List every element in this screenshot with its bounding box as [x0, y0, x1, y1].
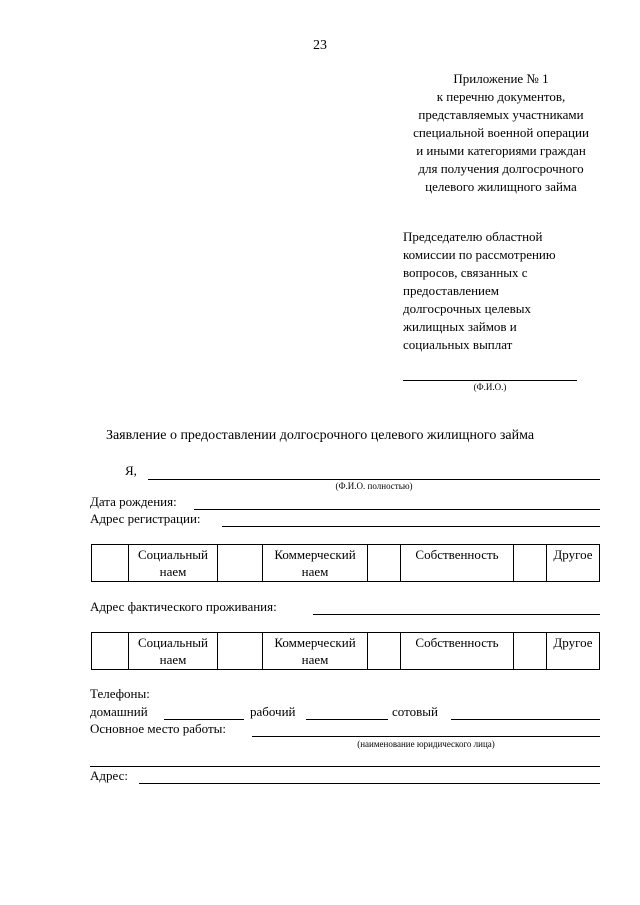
- registration-address-label: Адрес регистрации:: [90, 511, 201, 526]
- option-commercial-rent: [263, 633, 368, 670]
- checkbox-social-rent[interactable]: [92, 633, 129, 670]
- option-text: Социальный: [137, 547, 209, 562]
- option-text: наем: [159, 652, 187, 667]
- actual-address-label: Адрес фактического проживания:: [90, 599, 277, 614]
- birth-date-label: Дата рождения:: [90, 494, 177, 509]
- appendix-line: специальной военной операции: [413, 125, 589, 140]
- checkbox-social-rent[interactable]: [92, 545, 129, 582]
- checkbox-ownership[interactable]: [368, 545, 401, 582]
- job-label: Основное место работы:: [90, 721, 226, 736]
- full-name-caption: (Ф.И.О. полностью): [335, 481, 413, 491]
- job-field-continuation[interactable]: [90, 766, 600, 767]
- checkbox-commercial-rent[interactable]: [218, 545, 263, 582]
- appendix-line: для получения долгосрочного: [418, 161, 584, 176]
- option-text: Собственность: [415, 635, 499, 650]
- appendix-line: целевого жилищного займа: [425, 179, 577, 194]
- actual-address-field[interactable]: [313, 614, 600, 615]
- home-phone-label: домашний: [90, 704, 148, 719]
- addressee-line: Председателю областной: [403, 229, 543, 244]
- option-text: Коммерческий: [274, 547, 356, 562]
- option-text: Другое: [553, 547, 593, 562]
- work-phone-label: рабочий: [250, 704, 296, 719]
- checkbox-other[interactable]: [514, 633, 547, 670]
- addressee-block: [403, 228, 603, 354]
- option-social-rent: [129, 545, 218, 582]
- addressee-line: долгосрочных целевых: [403, 301, 532, 316]
- mobile-phone-label: сотовый: [392, 704, 438, 719]
- addressee-line: жилищных займов и: [403, 319, 517, 334]
- appendix-header: [383, 70, 619, 196]
- addressee-fio-field[interactable]: [403, 380, 577, 381]
- appendix-line: к перечню документов,: [436, 89, 566, 104]
- address-label: Адрес:: [90, 768, 128, 783]
- option-text: Другое: [553, 635, 593, 650]
- option-ownership: [401, 633, 514, 670]
- addressee-fio-caption: (Ф.И.О.): [473, 382, 507, 392]
- option-text: наем: [301, 652, 329, 667]
- option-social-rent: [129, 633, 218, 670]
- registration-address-field[interactable]: [222, 526, 600, 527]
- option-text: наем: [301, 564, 329, 579]
- document-title: Заявление о предоставлении долгосрочного целевого жилищного займа: [105, 428, 535, 443]
- option-other: [547, 633, 600, 670]
- page-number: 23: [313, 38, 327, 53]
- appendix-line: и иными категориями граждан: [416, 143, 586, 158]
- full-name-field[interactable]: [148, 479, 600, 480]
- home-phone-field[interactable]: [164, 719, 244, 720]
- addressee-line: социальных выплат: [403, 337, 513, 352]
- option-text: Собственность: [415, 547, 499, 562]
- appendix-line: Приложение № 1: [453, 71, 549, 86]
- job-address-field[interactable]: [139, 783, 600, 784]
- addressee-line: комиссии по рассмотрению: [403, 247, 556, 262]
- work-phone-field[interactable]: [306, 719, 388, 720]
- addressee-line: предоставлением: [403, 283, 500, 298]
- option-text: Коммерческий: [274, 635, 356, 650]
- job-field[interactable]: [252, 736, 600, 737]
- actual-tenure-table: [91, 632, 600, 670]
- checkbox-ownership[interactable]: [368, 633, 401, 670]
- addressee-line: вопросов, связанных с: [403, 265, 528, 280]
- appendix-line: представляемых участниками: [418, 107, 584, 122]
- organization-caption: (наименование юридического лица): [357, 739, 495, 749]
- option-ownership: [401, 545, 514, 582]
- i-label: Я,: [125, 463, 137, 478]
- option-other: [547, 545, 600, 582]
- option-text: Социальный: [137, 635, 209, 650]
- option-commercial-rent: [263, 545, 368, 582]
- birth-date-field[interactable]: [194, 509, 600, 510]
- option-text: наем: [159, 564, 187, 579]
- checkbox-other[interactable]: [514, 545, 547, 582]
- mobile-phone-field[interactable]: [451, 719, 600, 720]
- phones-label: Телефоны:: [90, 686, 150, 701]
- registration-tenure-table: [91, 544, 600, 582]
- checkbox-commercial-rent[interactable]: [218, 633, 263, 670]
